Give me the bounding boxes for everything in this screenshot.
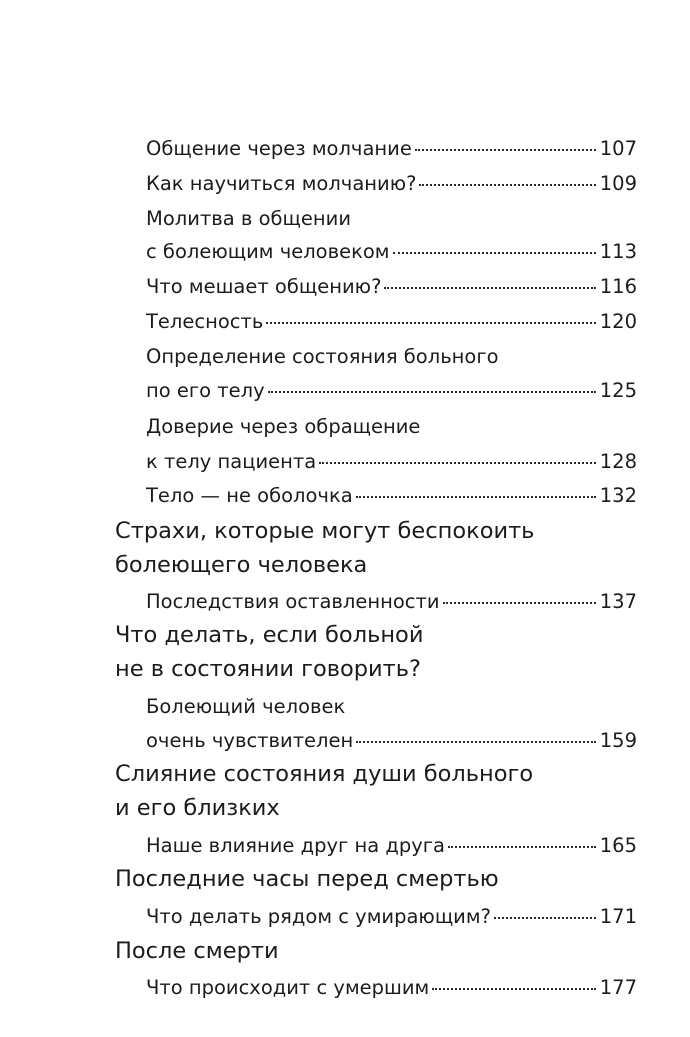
entry-title: по его телу <box>146 379 265 402</box>
section-title: и его близких <box>115 795 280 821</box>
page-number: 165 <box>599 834 637 857</box>
entry-title: Общение через молчание <box>146 137 412 160</box>
toc-entry <box>146 275 637 298</box>
toc-entry <box>146 415 420 438</box>
section-title: Что делать, если больной <box>115 622 424 648</box>
toc-entry <box>146 137 637 160</box>
toc-section-heading <box>115 656 421 682</box>
toc-section-heading <box>115 795 280 821</box>
toc-entry <box>146 379 637 402</box>
section-title: болеющего человека <box>115 552 368 578</box>
dot-leader <box>356 740 596 743</box>
toc-entry <box>146 310 637 333</box>
section-title: Слияние состояния души больного <box>115 761 534 787</box>
entry-title: Последствия оставленности <box>146 590 440 613</box>
page-number: 120 <box>599 310 637 333</box>
page-number: 107 <box>599 137 637 160</box>
page-number: 113 <box>599 240 637 263</box>
entry-title: Определение состояния больного <box>146 345 499 368</box>
page-number: 109 <box>599 172 637 195</box>
dot-leader <box>384 286 595 289</box>
toc-entry <box>146 695 345 718</box>
dot-leader <box>393 251 596 254</box>
dot-leader <box>415 148 596 151</box>
toc-entry <box>146 834 637 857</box>
toc-entry <box>146 484 637 507</box>
toc-section-heading <box>115 938 279 964</box>
toc-entry <box>146 450 637 473</box>
section-title: Страхи, которые могут беспокоить <box>115 518 535 544</box>
toc-section-heading <box>115 761 533 787</box>
section-title: После смерти <box>115 938 279 964</box>
toc-entry <box>146 976 637 999</box>
page-number: 128 <box>599 450 637 473</box>
toc-entry <box>146 207 351 230</box>
dot-leader <box>443 601 596 604</box>
page-number: 159 <box>599 729 637 752</box>
entry-title: Тело — не оболочка <box>146 484 353 507</box>
dot-leader <box>356 495 596 498</box>
page-number: 132 <box>599 484 637 507</box>
dot-leader <box>266 321 595 324</box>
toc-entry <box>146 240 637 263</box>
entry-title: Болеющий человек <box>146 695 346 718</box>
section-title: Последние часы перед смертью <box>115 866 499 892</box>
entry-title: Телесность <box>146 310 264 333</box>
toc-entry <box>146 590 637 613</box>
toc-section-heading <box>115 552 367 578</box>
toc-entry <box>146 905 637 928</box>
page-number: 137 <box>599 590 637 613</box>
dot-leader <box>419 183 595 186</box>
page-number: 116 <box>599 275 637 298</box>
dot-leader <box>432 987 596 990</box>
page-number: 171 <box>599 905 637 928</box>
page-number: 177 <box>599 976 637 999</box>
section-title: не в состоянии говорить? <box>115 656 421 682</box>
entry-title: Как научиться молчанию? <box>146 172 417 195</box>
toc-section-heading <box>115 622 423 648</box>
dot-leader <box>268 390 596 393</box>
toc-entry <box>146 729 637 752</box>
entry-title: очень чувствителен <box>146 729 354 752</box>
dot-leader <box>319 461 596 464</box>
entry-title: с болеющим человеком <box>146 240 390 263</box>
page-number: 125 <box>599 379 637 402</box>
toc-section-heading <box>115 866 499 892</box>
dot-leader <box>494 916 596 919</box>
entry-title: Что происходит с умершим <box>146 976 430 999</box>
entry-title: Наше влияние друг на друга <box>146 834 445 857</box>
toc-entry <box>146 172 637 195</box>
entry-title: Что мешает общению? <box>146 275 382 298</box>
entry-title: Молитва в общении <box>146 207 351 230</box>
entry-title: Доверие через обращение <box>146 415 421 438</box>
entry-title: Что делать рядом с умирающим? <box>146 905 491 928</box>
toc-entry <box>146 345 499 368</box>
dot-leader <box>448 845 596 848</box>
toc-section-heading <box>115 518 534 544</box>
entry-title: к телу пациента <box>146 450 317 473</box>
